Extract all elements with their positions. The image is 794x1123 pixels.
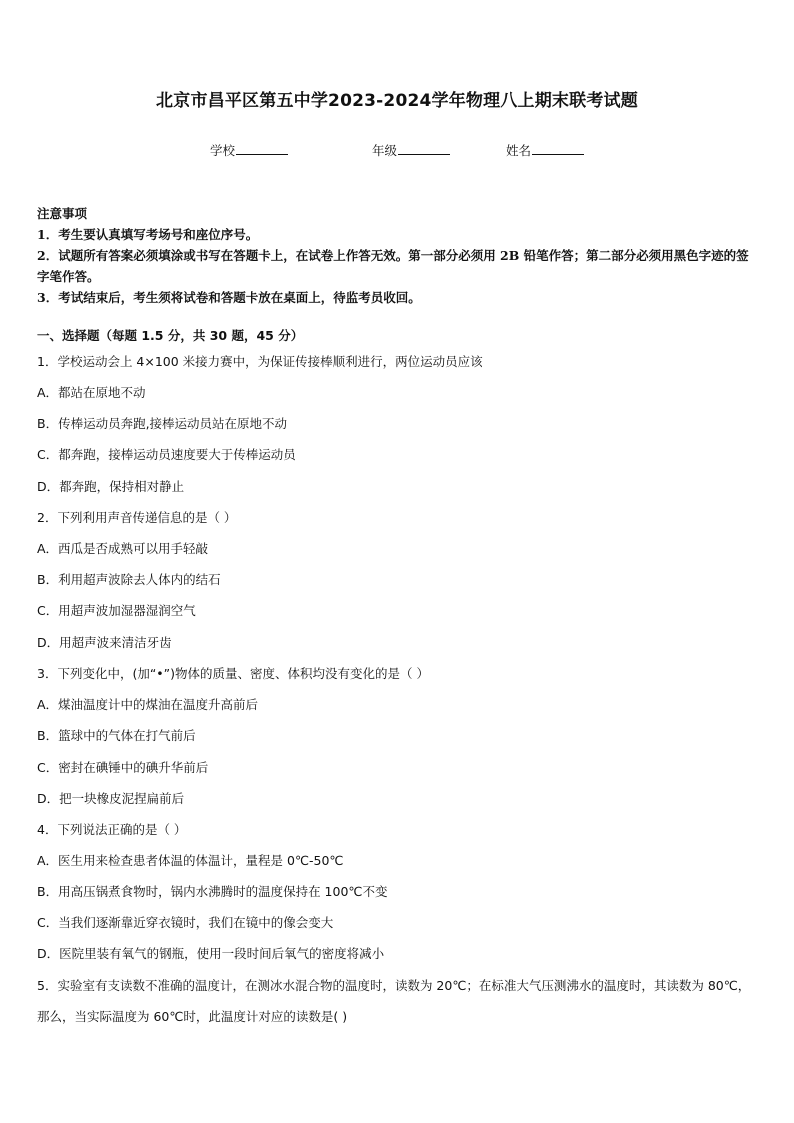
option-line: B．篮球中的气体在打气前后 [37, 728, 196, 743]
option-line: C．当我们逐渐靠近穿衣镜时，我们在镜中的像会变大 [37, 915, 334, 930]
name-field[interactable] [506, 141, 584, 159]
option-line: D．都奔跑，保持相对静止 [37, 479, 185, 494]
option-line: D．医院里装有氧气的钢瓶，使用一段时间后氧气的密度将减小 [37, 946, 385, 961]
option-line: B．用高压锅煮食物时，锅内水沸腾时的温度保持在 100℃不变 [37, 884, 388, 899]
notice-heading: 注意事项 [37, 206, 88, 221]
school-label: 学校 [210, 143, 236, 158]
option-line: D．用超声波来清洁牙齿 [37, 635, 172, 650]
question-line: 5．实验室有支读数不准确的温度计，在测冰水混合物的温度时，读数为 20℃；在标准大气压测沸水的温度时，其读数为 80℃，那么，当实际温度为 60℃时，此温度计对应的读数是( ) [37, 978, 751, 1024]
option-line: A．医生用来检查患者体温的体温计，量程是 0℃-50℃ [37, 853, 344, 868]
grade-field[interactable] [372, 141, 450, 159]
notice-item: 1．考生要认真填写考场号和座位序号。 [37, 227, 259, 242]
name-blank[interactable] [532, 142, 584, 155]
name-label: 姓名 [506, 143, 532, 158]
question-line: 3．下列变化中，(加“•”)物体的质量、密度、体积均没有变化的是（ ） [37, 666, 430, 681]
exam-title: 北京市昌平区第五中学2023-2024学年物理八上期末联考试题 [156, 91, 638, 111]
school-field[interactable] [210, 141, 288, 159]
grade-label: 年级 [372, 143, 398, 158]
option-line: A．西瓜是否成熟可以用手轻敲 [37, 541, 209, 556]
option-line: B．利用超声波除去人体内的结石 [37, 572, 221, 587]
question-line: 2．下列利用声音传递信息的是（ ） [37, 510, 237, 525]
question-line: 4．下列说法正确的是（ ） [37, 822, 187, 837]
option-line: A．都站在原地不动 [37, 385, 146, 400]
notice-item: 2．试题所有答案必须填涂或书写在答题卡上，在试卷上作答无效。第一部分必须用 2B 铅笔作答；第二部分必须用黑色字迹的签字笔作答。 [37, 248, 749, 284]
option-line: C．用超声波加湿器湿润空气 [37, 603, 196, 618]
option-line: D．把一块橡皮泥捏扁前后 [37, 791, 185, 806]
option-line: C．都奔跑，接棒运动员速度要大于传棒运动员 [37, 447, 296, 462]
question-line: 1．学校运动会上 4×100 米接力赛中，为保证传接棒顺利进行，两位运动员应该 [37, 354, 483, 369]
student-info-fields [0, 141, 794, 161]
section-heading: 一、选择题（每题 1.5 分，共 30 题，45 分） [37, 328, 304, 343]
notice-block [37, 203, 757, 308]
notice-item: 3．考试结束后，考生须将试卷和答题卡放在桌面上，待监考员收回。 [37, 290, 421, 305]
grade-blank[interactable] [398, 142, 450, 155]
school-blank[interactable] [236, 142, 288, 155]
option-line: B．传棒运动员奔跑,接棒运动员站在原地不动 [37, 416, 288, 431]
option-line: A．煤油温度计中的煤油在温度升高前后 [37, 697, 259, 712]
option-line: C．密封在碘锤中的碘升华前后 [37, 760, 209, 775]
